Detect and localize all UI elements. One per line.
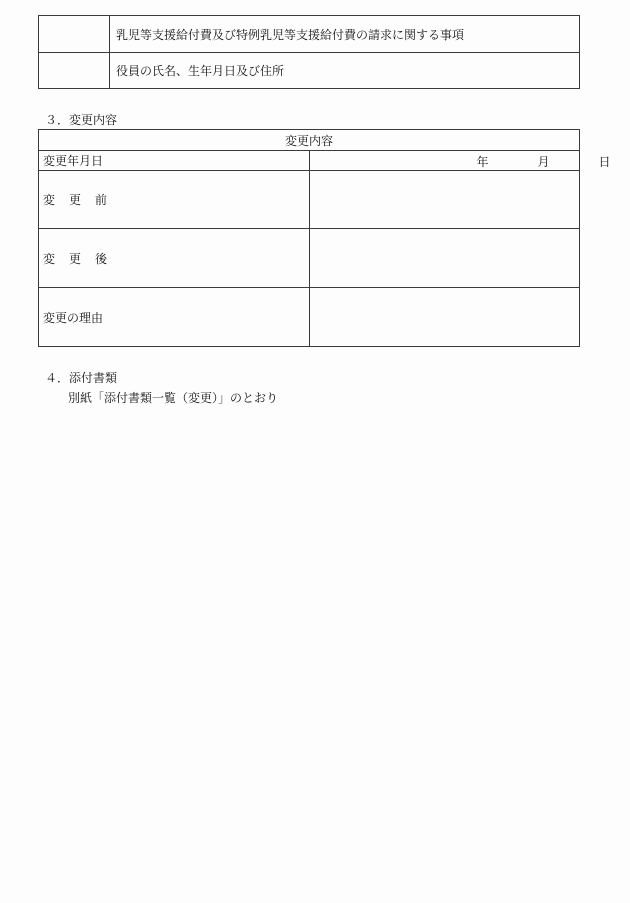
after-label-char: 更 (69, 251, 82, 266)
section3-heading: ３．変更内容 (45, 113, 118, 127)
row-text-cell: 役員の氏名、生年月日及び住所 (110, 53, 580, 89)
row-text-cell: 乳児等支援給付費及び特例乳児等支援給付費の請求に関する事項 (110, 16, 580, 53)
row-label-cell (39, 53, 110, 89)
section4-body: 別紙「添付書類一覧（変更）」のとおり (68, 391, 279, 405)
date-year-unit: 年 (476, 155, 489, 169)
date-label: 変更年月日 (39, 151, 310, 171)
reason-label: 変更の理由 (39, 288, 310, 347)
after-label (39, 229, 310, 288)
after-label-char: 後 (95, 251, 108, 266)
before-label-char: 変 (43, 193, 56, 207)
table-header-row (39, 130, 580, 151)
before-label (39, 171, 310, 229)
items-table (38, 15, 580, 89)
after-value-cell (309, 229, 580, 288)
before-value-cell (309, 171, 580, 229)
date-day-unit: 日 (598, 155, 611, 169)
before-label-char: 更 (69, 193, 82, 207)
reason-value-cell (309, 288, 580, 347)
change-table (38, 129, 611, 347)
before-row (39, 171, 580, 229)
date-month-unit: 月 (537, 155, 550, 169)
table-row (39, 16, 580, 53)
change-table-header: 変更内容 (39, 130, 580, 151)
date-value-cell (309, 151, 611, 171)
section4-heading: ４．添付書類 (45, 371, 118, 385)
date-row (39, 151, 580, 171)
before-label-char: 前 (95, 193, 108, 207)
table-row (39, 53, 580, 89)
after-label-char: 変 (43, 251, 56, 266)
reason-row (39, 288, 580, 347)
row-label-cell (39, 16, 110, 53)
after-row (39, 229, 580, 288)
